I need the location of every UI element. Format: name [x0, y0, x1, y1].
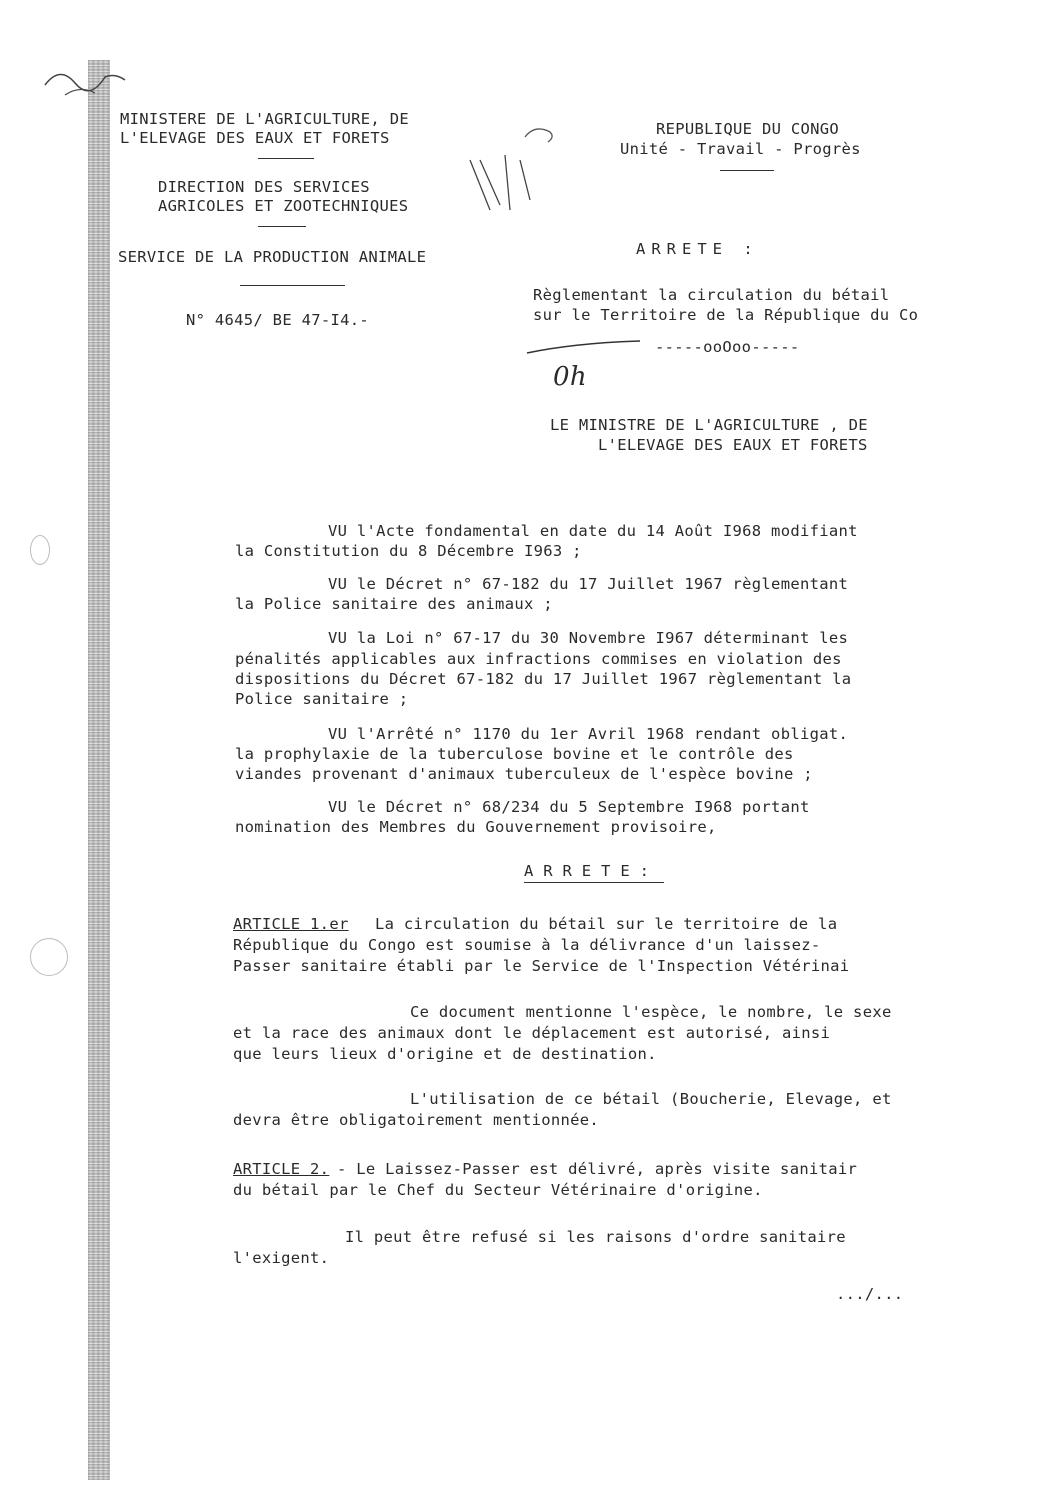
struck-line: [240, 285, 345, 286]
page-continuation: .../...: [836, 1285, 904, 1303]
separator-dash: [720, 170, 774, 171]
authority-line-1: LE MINISTRE DE L'AGRICULTURE , DE: [550, 416, 868, 434]
article-line: devra être obligatoirement mentionnée.: [233, 1111, 600, 1129]
article-1-label: ARTICLE 1.er: [233, 915, 349, 933]
visa-line: pénalités applicables aux infractions commises en violation des: [235, 650, 842, 668]
handwritten-annotation: 0h: [553, 362, 587, 392]
punch-hole: [30, 535, 50, 565]
article-line: Ce document mentionne l'espèce, le nombre, le sexe: [410, 1003, 892, 1021]
handwritten-mark: [520, 122, 560, 152]
subject-line-2: sur le Territoire de la République du Co: [533, 306, 919, 324]
pen-scribble: [40, 55, 130, 105]
handwritten-mark: [460, 150, 540, 220]
article-line: l'exigent.: [233, 1249, 330, 1267]
republic-name: REPUBLIQUE DU CONGO: [656, 120, 840, 138]
article-line: L'utilisation de ce bétail (Boucherie, Elevage, et: [410, 1090, 892, 1108]
arrete-heading: A R R E T E :: [524, 862, 650, 880]
title-heading: ARRETE :: [636, 240, 759, 258]
direction-line-1: DIRECTION DES SERVICES: [158, 178, 370, 196]
service-name: SERVICE DE LA PRODUCTION ANIMALE: [118, 248, 427, 266]
article-line: et la race des animaux dont le déplacement est autorisé, ainsi: [233, 1024, 831, 1042]
republic-motto: Unité - Travail - Progrès: [620, 140, 861, 158]
visa-line: la prophylaxie de la tuberculose bovine et le contrôle des: [235, 745, 794, 763]
article-line: La circulation du bétail sur le territoire de la: [375, 915, 838, 933]
separator-dash: [258, 158, 314, 159]
authority-line-2: L'ELEVAGE DES EAUX ET FORETS: [598, 436, 868, 454]
visa-line: viandes provenant d'animaux tuberculeux de l'espèce bovine ;: [235, 765, 813, 783]
article-line: du bétail par le Chef du Secteur Vétérinaire d'origine.: [233, 1181, 763, 1199]
visa-line: VU l'Arrêté n° 1170 du 1er Avril 1968 rendant obligat.: [328, 725, 849, 743]
heading-underline: [524, 882, 664, 883]
separator-dash: [258, 226, 306, 227]
handwritten-stroke: [525, 338, 645, 358]
ministry-line-2: L'ELEVAGE DES EAUX ET FORETS: [120, 129, 390, 147]
binding-edge: [88, 60, 110, 1480]
article-line: - Le Laissez-Passer est délivré, après visite sanitair: [337, 1160, 858, 1178]
article-line: que leurs lieux d'origine et de destination.: [233, 1045, 657, 1063]
article-line: République du Congo est soumise à la délivrance d'un laissez-: [233, 936, 821, 954]
visa-line: VU l'Acte fondamental en date du 14 Août I968 modifiant: [328, 522, 858, 540]
article-2-label: ARTICLE 2.: [233, 1160, 330, 1178]
visa-line: Police sanitaire ;: [235, 690, 409, 708]
ministry-line-1: MINISTERE DE L'AGRICULTURE, DE: [120, 110, 409, 128]
article-line: Passer sanitaire établi par le Service de l'Inspection Vétérinai: [233, 957, 850, 975]
title-separator: -----ooOoo-----: [655, 338, 800, 356]
visa-line: dispositions du Décret 67-182 du 17 Juillet 1967 règlementant la: [235, 670, 852, 688]
visa-line: VU le Décret n° 67-182 du 17 Juillet 1967 règlementant: [328, 575, 849, 593]
subject-line-1: Règlementant la circulation du bétail: [533, 286, 890, 304]
visa-line: la Police sanitaire des animaux ;: [235, 595, 553, 613]
punch-hole: [30, 938, 68, 976]
reference-number: N° 4645/ BE 47-I4.-: [186, 311, 370, 329]
visa-line: nomination des Membres du Gouvernement provisoire,: [235, 818, 717, 836]
article-line: Il peut être refusé si les raisons d'ordre sanitaire: [345, 1228, 846, 1246]
direction-line-2: AGRICOLES ET ZOOTECHNIQUES: [158, 197, 409, 215]
visa-line: la Constitution du 8 Décembre I963 ;: [235, 542, 582, 560]
visa-line: VU le Décret n° 68/234 du 5 Septembre I968 portant: [328, 798, 810, 816]
visa-line: VU la Loi n° 67-17 du 30 Novembre I967 déterminant les: [328, 629, 849, 647]
